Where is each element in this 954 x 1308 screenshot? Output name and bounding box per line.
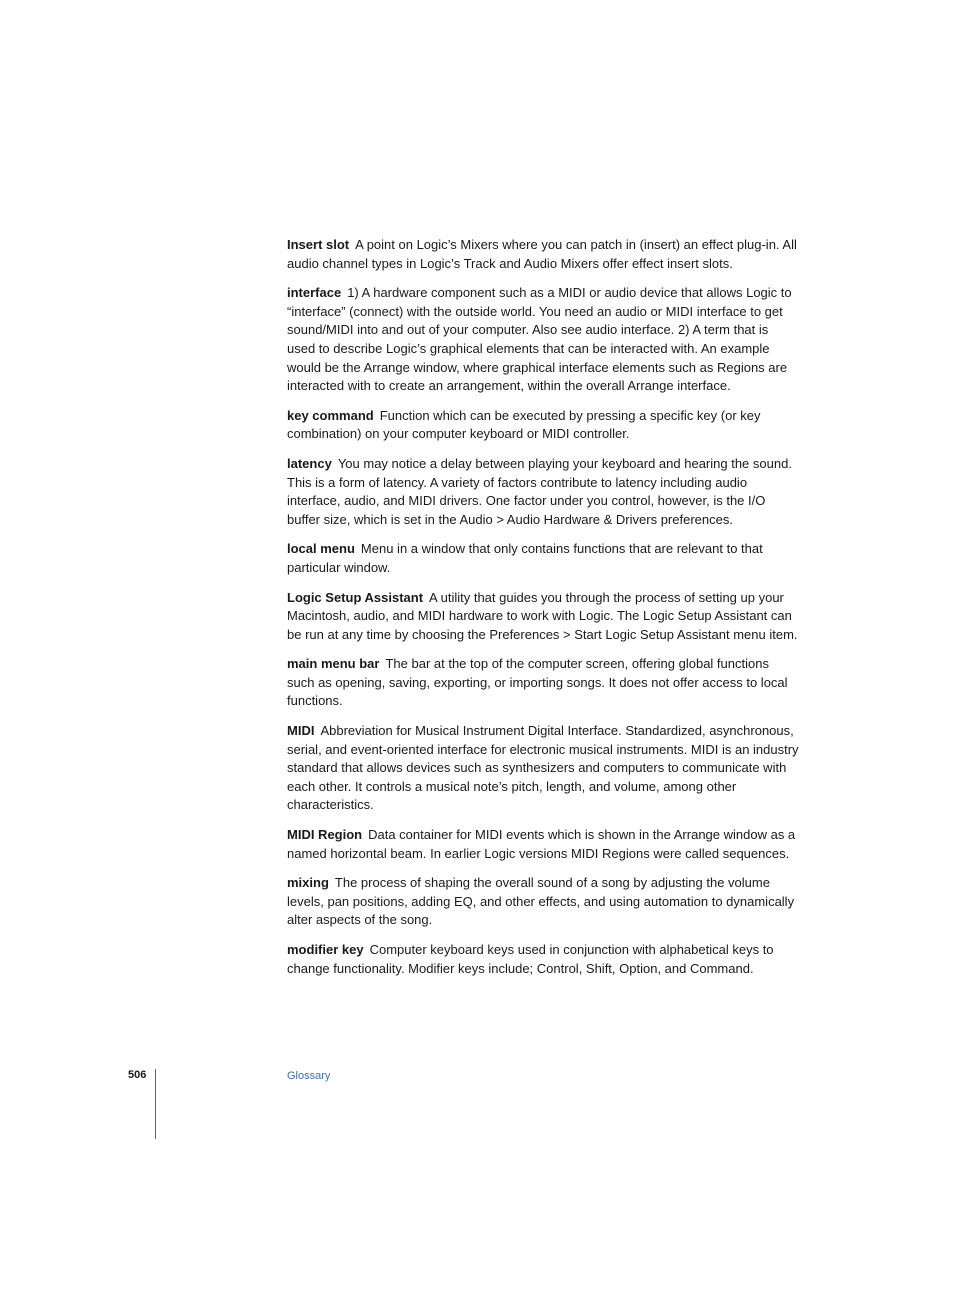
glossary-term: Logic Setup Assistant xyxy=(287,589,424,605)
glossary-definition: Function which can be executed by pressing a specific key (or key combination) on your computer keyboard or MIDI controller. xyxy=(287,407,761,442)
glossary-entry xyxy=(287,284,799,396)
glossary-definition: A utility that guides you through the process of setting up your Macintosh, audio, and MIDI hardware to work with Logic. The Logic Setup Assistant can be run at any time by choosing the Preferences > Start Logic Setup Assistant menu item. xyxy=(287,589,798,642)
glossary-term: key command xyxy=(287,407,374,423)
glossary-definition: Data container for MIDI events which is shown in the Arrange window as a named horizontal beam. In earlier Logic versions MIDI Regions were called sequences. xyxy=(287,827,796,861)
glossary-entry xyxy=(287,455,799,529)
glossary-entry xyxy=(287,722,799,815)
glossary-entry xyxy=(287,236,799,273)
glossary-term: Insert slot xyxy=(287,237,350,252)
glossary-definition: Computer keyboard keys used in conjunction with alphabetical keys to change functionality. Modifier keys include; Control, Shift, Option, and Command. xyxy=(287,942,774,976)
glossary-definition: A point on Logic’s Mixers where you can patch in (insert) an effect plug-in. All audio channel types in Logic’s Track and Audio Mixers offer effect insert slots. xyxy=(287,237,797,271)
glossary-definition: Menu in a window that only contains functions that are relevant to that particular window. xyxy=(287,541,763,575)
glossary-entry xyxy=(287,407,799,444)
glossary-term: local menu xyxy=(287,541,355,557)
glossary-entry xyxy=(287,589,799,645)
glossary-definition: 1) A hardware component such as a MIDI or audio device that allows Logic to “interface” (connect) with the outside world. You need an audio or MIDI interface to get sound/MIDI into and out of your computer. Also see audio interface. 2) A term that is used to describe Logic’s graphical elements that can be interacted with. An example would be the Arrange window, where graphical interface elements such as Regions are interacted with to create an arrangement, within the overall Arrange interface. xyxy=(287,285,792,394)
glossary-definition: The bar at the top of the computer screen, offering global functions such as opening, saving, exporting, or importing songs. It does not offer access to local functions. xyxy=(287,656,788,709)
footer-divider xyxy=(155,1069,156,1139)
glossary-term: mixing xyxy=(287,875,329,891)
glossary-entry xyxy=(287,540,799,577)
glossary-entry xyxy=(287,941,799,978)
glossary-term: interface xyxy=(287,285,342,301)
glossary-entry xyxy=(287,826,799,863)
section-title: Glossary xyxy=(287,1070,331,1082)
glossary-term: main menu bar xyxy=(287,656,380,672)
glossary-entry xyxy=(287,655,799,711)
glossary-definition: Abbreviation for Musical Instrument Digital Interface. Standardized, asynchronous, serial, and event-oriented interface for electronic musical instruments. MIDI is an industry standard that allows devices such as synthesizers and computers to communicate with each other. It controls a musical note’s pitch, length, and volume, among other characteristics. xyxy=(287,723,799,813)
glossary-entries xyxy=(287,236,799,989)
glossary-term: MIDI xyxy=(287,723,315,739)
glossary-definition: You may notice a delay between playing your keyboard and hearing the sound. This is a form of latency. A variety of factors contribute to latency including audio interface, audio, and MIDI drivers. One factor under you control, however, is the I/O buffer size, which is set in the Audio > Audio Hardware & Drivers preferences. xyxy=(287,455,792,527)
glossary-term: MIDI Region xyxy=(287,827,363,843)
page-number: 506 xyxy=(128,1069,147,1081)
glossary-term: latency xyxy=(287,455,332,471)
glossary-definition: The process of shaping the overall sound of a song by adjusting the volume levels, pan positions, adding EQ, and other effects, and using automation to dynamically alter aspects of the song. xyxy=(287,875,795,928)
glossary-term: modifier key xyxy=(287,942,364,957)
glossary-entry xyxy=(287,874,799,930)
